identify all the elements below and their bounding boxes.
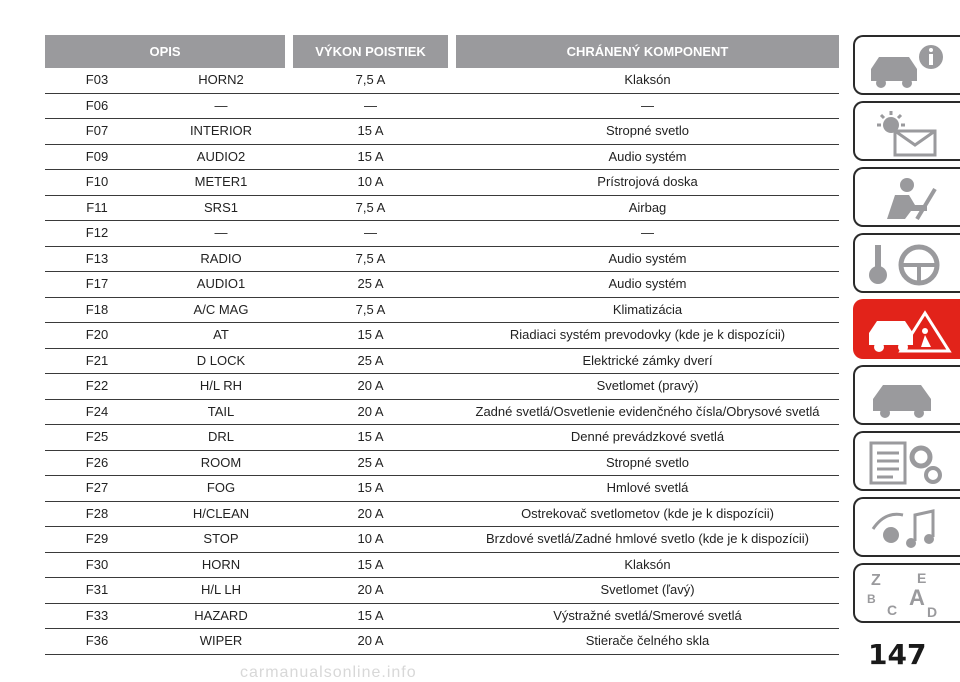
fuse-rating: 10 A <box>357 531 384 546</box>
fuse-code: F28 <box>85 505 109 521</box>
fuse-name: H/L RH <box>199 378 243 393</box>
fuse-name: TAIL <box>207 403 235 419</box>
index-letter: B <box>867 592 876 606</box>
table-row <box>45 247 839 273</box>
table-row <box>45 221 839 247</box>
fuse-name: — <box>214 225 228 240</box>
header-description: OPIS <box>45 35 285 68</box>
fuse-rating: 7,5 A <box>355 72 386 87</box>
fuse-rating: 15 A <box>357 556 384 572</box>
fuse-code: F31 <box>85 582 109 597</box>
car-emergency-icon <box>865 307 955 355</box>
fuse-rating: 15 A <box>357 429 384 444</box>
fuse-name: INTERIOR <box>189 123 253 138</box>
fuse-name: HORN <box>201 556 241 572</box>
table-row <box>45 323 839 349</box>
protected-component: Výstražné svetlá/Smerové svetlá <box>553 607 742 623</box>
index-letter: Z <box>871 572 881 589</box>
protected-component: Riadiaci systém prevodovky (kde je k dispozícii) <box>509 327 786 342</box>
table-row <box>45 349 839 375</box>
fuse-code: F13 <box>85 250 109 266</box>
protected-component: Elektrické zámky dverí <box>582 352 713 368</box>
protected-component: Denné prevádzkové svetlá <box>570 429 725 444</box>
table-row <box>45 604 839 630</box>
table-row <box>45 527 839 553</box>
protected-component: Audio systém <box>608 148 687 164</box>
fuse-name: HORN2 <box>198 72 244 87</box>
fuse-name: AT <box>213 327 229 342</box>
tab-car-info[interactable] <box>853 35 960 95</box>
fuse-rating: 25 A <box>357 276 384 291</box>
fuse-rating: 20 A <box>357 633 384 648</box>
fuse-name: STOP <box>203 531 239 546</box>
fuse-name: DRL <box>207 429 234 444</box>
protected-component: Svetlomet (ľavý) <box>600 582 695 597</box>
protected-component: — <box>641 97 654 113</box>
steering-wheel-key-icon <box>865 241 955 289</box>
index-letter: A <box>909 585 925 610</box>
page-number: 147 <box>868 638 927 671</box>
index-letter: E <box>917 570 927 586</box>
fuse-code: F17 <box>85 276 109 291</box>
fuse-rating: 15 A <box>357 148 384 164</box>
fuse-rating: 25 A <box>357 454 384 470</box>
fuse-rating: 7,5 A <box>355 250 386 266</box>
tab-multimedia[interactable] <box>853 497 960 557</box>
chapter-sidebar <box>853 0 960 678</box>
fuse-rating: 7,5 A <box>355 199 386 215</box>
protected-component: Klimatizácia <box>612 301 683 317</box>
protected-component: Prístrojová doska <box>597 174 698 189</box>
protected-component: Ostrekovač svetlometov (kde je k dispozícii) <box>521 505 774 521</box>
protected-component: Airbag <box>628 199 667 215</box>
technical-data-icon <box>865 439 955 487</box>
table-body <box>45 68 839 655</box>
index-letter: C <box>887 602 898 618</box>
protected-component: Stierače čelného skla <box>585 633 710 648</box>
table-row <box>45 425 839 451</box>
fuse-name: AUDIO1 <box>196 276 246 291</box>
tab-starting-driving[interactable] <box>853 233 960 293</box>
fuse-code: F20 <box>85 327 109 342</box>
fuse-code: F03 <box>85 72 109 87</box>
header-protected-component: CHRÁNENÝ KOMPONENT <box>456 35 839 68</box>
fuse-rating: 20 A <box>357 403 384 419</box>
table-row <box>45 68 839 94</box>
index-letter: D <box>927 604 938 619</box>
table-row <box>45 629 839 655</box>
fuse-name: WIPER <box>199 633 243 648</box>
protected-component: Audio systém <box>608 276 687 291</box>
fuse-rating: 20 A <box>357 582 384 597</box>
protected-component: Zadné svetlá/Osvetlenie evidenčného čísla/Obrysové svetlá <box>475 403 820 419</box>
tab-warning-lights[interactable] <box>853 101 960 161</box>
fuse-name: METER1 <box>194 174 248 189</box>
tab-maintenance[interactable] <box>853 365 960 425</box>
protected-component: Hmlové svetlá <box>606 480 689 495</box>
tab-index[interactable] <box>853 563 960 623</box>
tab-technical-data[interactable] <box>853 431 960 491</box>
protected-component: Svetlomet (pravý) <box>596 378 699 393</box>
fuse-rating: 20 A <box>357 505 384 521</box>
protected-component: Klaksón <box>624 72 671 87</box>
warning-lights-icon <box>865 109 955 157</box>
table-row <box>45 553 839 579</box>
fuse-rating: — <box>364 97 377 113</box>
fuse-code: F21 <box>85 352 109 368</box>
fuse-name: SRS1 <box>204 199 238 215</box>
fuse-code: F22 <box>85 378 109 393</box>
fuse-code: F26 <box>85 454 109 470</box>
fuse-name: RADIO <box>200 250 242 266</box>
table-row <box>45 298 839 324</box>
protected-component: Klaksón <box>624 556 671 572</box>
watermark: carmanualsonline.info <box>240 664 417 681</box>
fuse-code: F18 <box>85 301 109 317</box>
fuse-name: H/CLEAN <box>192 505 250 521</box>
table-row <box>45 119 839 145</box>
fuse-code: F06 <box>85 97 109 113</box>
table-header <box>45 35 839 68</box>
fuse-code: F33 <box>85 607 109 623</box>
table-row <box>45 451 839 477</box>
fuse-name: — <box>214 97 228 113</box>
table-row <box>45 196 839 222</box>
seat-airbag-icon <box>865 175 955 223</box>
fuse-name: FOG <box>206 480 236 495</box>
fuse-rating: 15 A <box>357 327 384 342</box>
fuse-rating: 15 A <box>357 123 384 138</box>
fuse-code: F09 <box>85 148 109 164</box>
table-row <box>45 94 839 120</box>
fuse-code: F25 <box>85 429 109 444</box>
multimedia-icon <box>865 505 955 553</box>
table-row <box>45 502 839 528</box>
table-row <box>45 272 839 298</box>
fuse-rating: 10 A <box>357 174 384 189</box>
table-row <box>45 578 839 604</box>
fuse-code: F12 <box>85 225 109 240</box>
alphabetical-index-icon <box>865 567 955 619</box>
fuse-rating: 20 A <box>357 378 384 393</box>
fuse-code: F30 <box>85 556 109 572</box>
fuse-code: F07 <box>85 123 109 138</box>
fuse-rating: 15 A <box>357 607 384 623</box>
fuse-rating: — <box>364 225 377 240</box>
fuse-name: ROOM <box>200 454 242 470</box>
protected-component: Audio systém <box>608 250 687 266</box>
table-row <box>45 400 839 426</box>
protected-component: Stropné svetlo <box>605 454 690 470</box>
fuse-rating: 7,5 A <box>355 301 386 317</box>
protected-component: Brzdové svetlá/Zadné hmlové svetlo (kde je k dispozícii) <box>486 531 809 546</box>
table-row <box>45 170 839 196</box>
fuse-name: HAZARD <box>194 607 248 623</box>
fuse-rating: 15 A <box>357 480 384 495</box>
fuse-name: AUDIO2 <box>196 148 246 164</box>
table-row <box>45 145 839 171</box>
car-info-icon <box>865 43 955 91</box>
fuse-code: F29 <box>85 531 109 546</box>
header-fuse-rating: VÝKON POISTIEK <box>293 35 448 68</box>
car-maintenance-icon <box>865 373 955 421</box>
tab-safety[interactable] <box>853 167 960 227</box>
fuse-name: A/C MAG <box>193 301 249 317</box>
fuse-table <box>45 35 839 655</box>
fuse-code: F10 <box>85 174 109 189</box>
fuse-name: H/L LH <box>201 582 241 597</box>
table-row <box>45 374 839 400</box>
protected-component: — <box>641 225 654 240</box>
fuse-rating: 25 A <box>357 352 384 368</box>
fuse-name: D LOCK <box>196 352 246 368</box>
fuse-code: F36 <box>85 633 109 648</box>
fuse-code: F27 <box>85 480 109 495</box>
table-row <box>45 476 839 502</box>
fuse-code: F11 <box>86 199 108 215</box>
tab-emergency[interactable] <box>853 299 960 359</box>
protected-component: Stropné svetlo <box>605 123 690 138</box>
fuse-code: F24 <box>85 403 109 419</box>
